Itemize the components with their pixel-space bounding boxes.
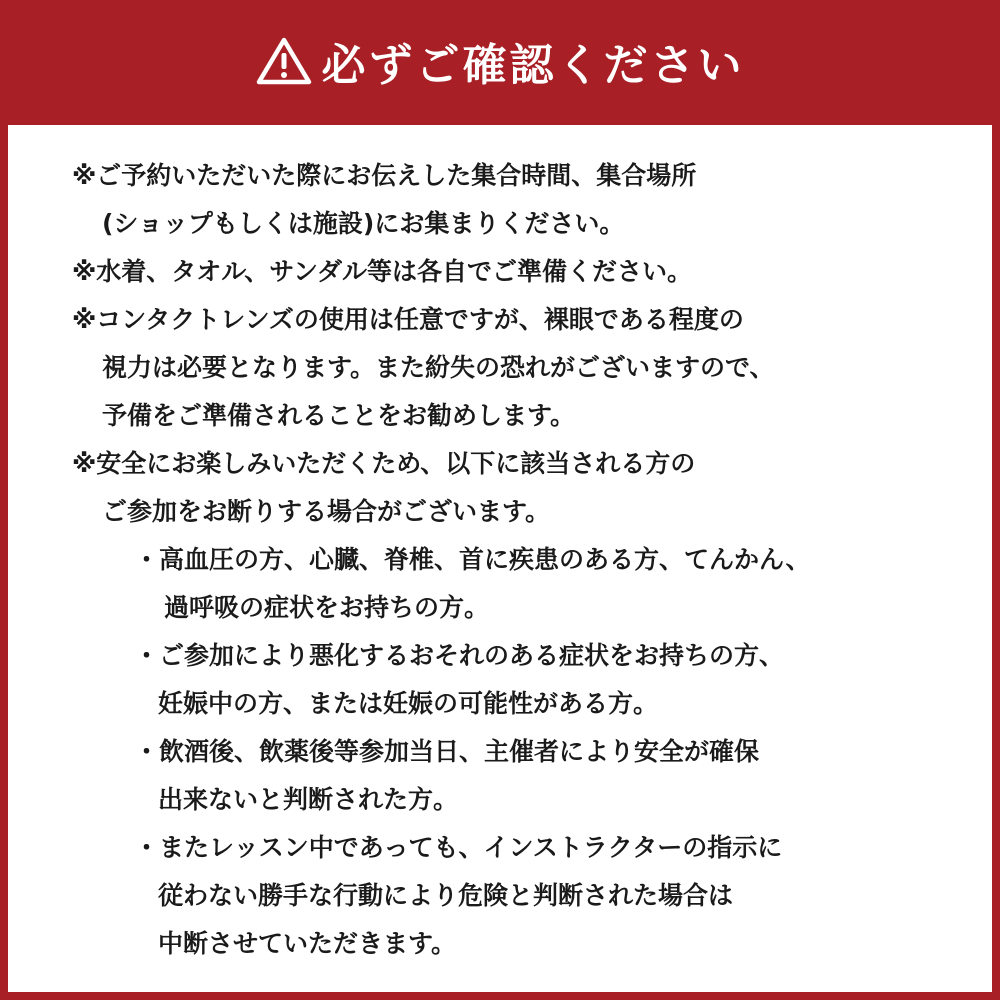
note-line: ご参加をお断りする場合がございます。 — [102, 497, 551, 526]
note-line: ※ご予約いただいた際にお伝えした集合時間、集合場所 — [72, 161, 697, 190]
note-line: ※水着、タオル、サンダル等は各自でご準備ください。 — [72, 257, 693, 286]
notice-content — [8, 125, 992, 992]
warning-triangle-icon — [256, 36, 312, 86]
header-title: 必ずご確認ください — [321, 39, 745, 91]
note-line: 予備をご準備されることをお勧めします。 — [102, 401, 576, 430]
bullet-line: ・またレッスン中であっても、インストラクターの指示に — [134, 833, 783, 862]
bullet-line: ・飲酒後、飲薬後等参加当日、主催者により安全が確保 — [134, 737, 760, 766]
note-line: ※安全にお楽しみいただくため、以下に該当される方の — [72, 449, 696, 478]
note-line: ※コンタクトレンズの使用は任意ですが、裸眼である程度の — [72, 305, 744, 334]
bullet-line: 妊娠中の方、または妊娠の可能性がある方。 — [158, 689, 659, 718]
notice-text — [8, 125, 992, 992]
bullet-line: 中断させていただきます。 — [158, 929, 457, 958]
bullet-line: ・ご参加により悪化するおそれのある症状をお持ちの方、 — [134, 641, 785, 670]
note-line: 視力は必要となります。また紛失の恐れがございますので、 — [102, 353, 775, 382]
bullet-line: 出来ないと判断された方。 — [158, 785, 459, 814]
bullet-line: ・高血圧の方、心臓、脊椎、首に疾患のある方、てんかん、 — [134, 545, 811, 574]
bullet-line: 過呼吸の症状をお持ちの方。 — [164, 593, 490, 622]
note-line: (ショップもしくは施設)にお集まりください。 — [102, 209, 625, 238]
header-inner — [256, 29, 745, 93]
bullet-line: 従わない勝手な行動により危険と判断された場合は — [158, 881, 734, 910]
notice-header — [0, 0, 1000, 125]
